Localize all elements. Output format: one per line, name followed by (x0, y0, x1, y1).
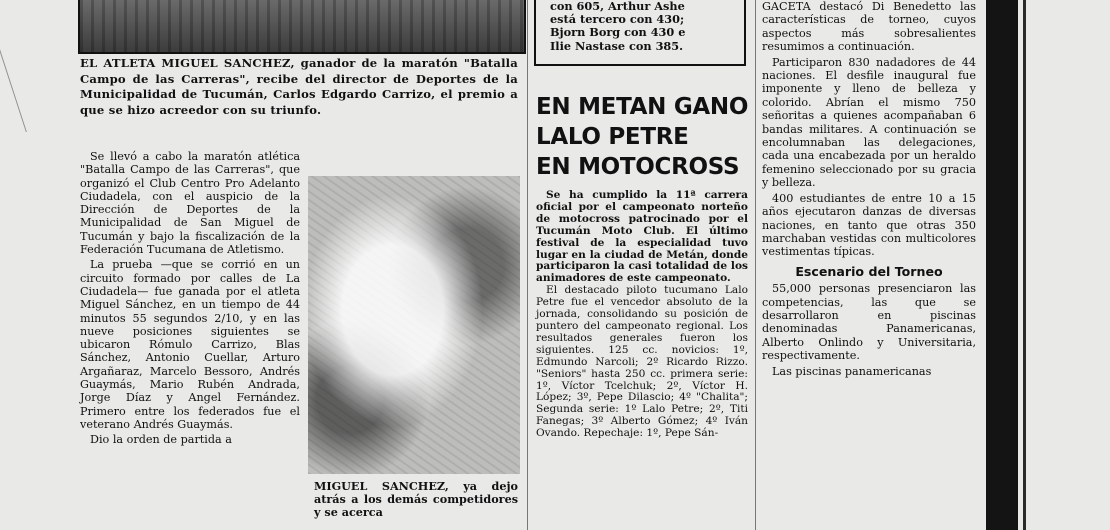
torneo-subhead: Escenario del Torneo (795, 263, 943, 279)
headline-line-1: EN METAN GANO (536, 94, 749, 120)
marathon-paragraph-2: La prueba —que se corrió en un circuito formado por calles de La Ciudadela— fue ganada por el atleta Miguel Sánchez, en un tiempo de 44 minutos 55 segundos 2/10, y en las nueve posiciones siguientes se ubicaron Rómulo Carrizo, Blas Sánchez, Antonio Cuellar, Arturo Argañaraz, Marcelo Bessoro, Andrés Guaymás, Mario Rubén Andrada, Jorge Díaz y Angel Fernández. Primero entre los federados fue el veterano Andrés Guaymás. (80, 258, 300, 431)
torneo-paragraph-1: Participaron 830 nadadores de 44 naciones. El desfile inaugural fue imponente y lleno de belleza y colorido. Abrían el mismo 750 señoritas a quienes acompañaban 6 bandas militares. A continuación se encolumnaban las delegaciones, cada una encabezada por un heraldo femenino seleccionado por su gracia y belleza. (762, 55, 976, 190)
stats-line: Bjorn Borg con 430 e (550, 25, 686, 40)
column-rule (755, 0, 756, 530)
motocross-headline (536, 92, 752, 182)
photo-award-ceremony (78, 0, 526, 54)
photo-miguel-sanchez (308, 176, 520, 474)
marathon-paragraph-3: Dio la orden de partida a (90, 433, 232, 447)
marathon-article (80, 150, 300, 449)
margin-mark (0, 22, 61, 132)
torneo-paragraph-3: 55,000 personas presenciaron las competencias, las que se desarrollaron en piscinas denominadas Panamericanas, Alberto Onlindo y Universitaria, respectivamente. (762, 282, 976, 363)
marathon-paragraph-1: Se llevó a cabo la maratón atlética "Batalla Campo de las Carreras", que organizó el Club Centro Pro Adelanto Ciudadela, con el auspicio de la Dirección de Deportes de la Municipalidad de San Miguel de Tucumán y bajo la fiscalización de la Federación Tucumana de Atletismo. (80, 150, 300, 257)
torneo-article (762, 0, 976, 380)
photo-caption-sanchez: MIGUEL SANCHEZ, ya dejo atrás a los demás competidores y se acerca (314, 479, 518, 519)
torneo-paragraph-2: 400 estudiantes de entre 10 a 15 años ejecutaron danzas de diversas naciones, en tanto que otras 350 marchaban vestidas con multicolores vestimentas típicas. (762, 191, 976, 259)
column-rule (527, 0, 528, 530)
stats-line: con 605, Arthur Ashe (550, 0, 685, 13)
stats-line: Ilie Nastase con 385. (550, 38, 684, 53)
torneo-paragraph-4: Las piscinas panamericanas (772, 364, 932, 378)
photo-caption-award: EL ATLETA MIGUEL SANCHEZ, ganador de la maratón "Batalla Campo de las Carreras", recibe del director de Deportes de la Municipalidad de Tucumán, Carlos Edgardo Carrizo, el premio a que se hizo acreedor con su triunfo. (80, 56, 518, 117)
headline-line-2: LALO PETRE (536, 124, 689, 150)
motocross-article (536, 190, 748, 440)
torneo-paragraph-0: GACETA destacó Di Benedetto las características de torneo, cuyos aspectos más sobresalientes resumimos a continuación. (762, 0, 976, 54)
tennis-stats-box (534, 0, 746, 66)
headline-line-3: EN MOTOCROSS (536, 154, 740, 180)
scan-edge-bar (986, 0, 1018, 530)
motocross-paragraph-2: El destacado piloto tucumano Lalo Petre fue el vencedor absoluto de la jornada, consolidando su posición de puntero del campeonato regional. Los resultados generales fueron los siguientes. 125 cc. novicios: 1º, Edmundo Narcoli; 2º Ricardo Rizzo. "Seniors" hasta 250 cc. primera serie: 1º, Víctor Tcelchuk; 2º, Víctor H. López; 3º, Pepe Dilascio; 4º "Chalita"; Segunda serie: 1º Lalo Petre; 2º, Titi Fanegas; 3º Alberto Gómez; 4º Iván Ovando. Repechaje: 1º, Pepe Sán- (536, 284, 748, 440)
scan-edge-line (1023, 0, 1026, 530)
motocross-paragraph-1: Se ha cumplido la 11ª carrera oficial por el campeonato norteño de motocross patrocinado por el Tucumán Moto Club. El último festival de la especialidad tuvo lugar en la ciudad de Metán, donde participaron la casi totalidad de los animadores de este campeonato. (536, 189, 748, 285)
stats-line: está tercero con 430; (550, 12, 685, 27)
